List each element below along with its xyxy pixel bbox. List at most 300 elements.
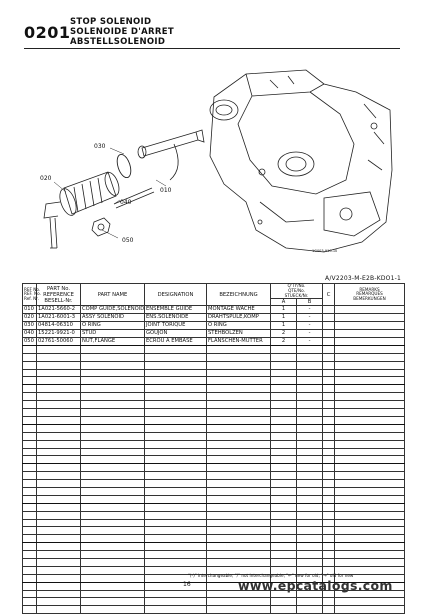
- table-cell-empty: [145, 487, 207, 495]
- table-cell-empty: [207, 558, 271, 566]
- table-cell-empty: [37, 487, 81, 495]
- table-cell-empty: [81, 464, 145, 472]
- table-cell-empty: [323, 527, 335, 535]
- table-cell-empty: [335, 353, 405, 361]
- table-cell-empty: [37, 416, 81, 424]
- table-cell-empty: [207, 361, 271, 369]
- engine-block-drawing: [210, 70, 392, 252]
- table-cell-empty: [37, 551, 81, 559]
- table-cell-empty: [323, 511, 335, 519]
- table-cell-empty: [297, 487, 323, 495]
- table-cell-empty: [23, 440, 37, 448]
- table-cell-empty: [23, 448, 37, 456]
- table-row-blank: [23, 393, 405, 401]
- table-cell-empty: [323, 393, 335, 401]
- table-cell-empty: [145, 393, 207, 401]
- table-cell-empty: [323, 558, 335, 566]
- table-cell-empty: [271, 393, 297, 401]
- table-row-blank: [23, 543, 405, 551]
- table-cell-empty: [23, 361, 37, 369]
- table-cell-empty: [23, 590, 37, 598]
- table-cell-empty: [37, 385, 81, 393]
- table-row-blank: [23, 527, 405, 535]
- table-cell-designation: ENS.SOLENOIDE: [145, 314, 207, 322]
- table-row-blank: [23, 551, 405, 559]
- table-cell-empty: [323, 472, 335, 480]
- table-cell-empty: [23, 598, 37, 606]
- table-cell-name: STUD: [81, 330, 145, 338]
- table-row-blank: [23, 361, 405, 369]
- table-cell-empty: [23, 377, 37, 385]
- table-cell-empty: [37, 582, 81, 590]
- table-cell-empty: [323, 424, 335, 432]
- table-cell-empty: [323, 535, 335, 543]
- table-cell-empty: [271, 606, 297, 614]
- table-row-blank: [23, 401, 405, 409]
- table-cell-empty: [37, 345, 81, 353]
- table-cell-b: -: [297, 330, 323, 338]
- col-bezeichnung-header: BEZEICHNUNG: [207, 284, 271, 306]
- table-cell-empty: [37, 480, 81, 488]
- table-row-blank: [23, 345, 405, 353]
- table-cell-empty: [207, 385, 271, 393]
- table-cell-empty: [37, 511, 81, 519]
- table-cell-ref: 050: [23, 338, 37, 346]
- table-cell-empty: [37, 361, 81, 369]
- table-cell-empty: [81, 416, 145, 424]
- table-row-blank: [23, 495, 405, 503]
- table-row: [23, 322, 405, 330]
- solenoid-guide-drawing: [138, 130, 204, 180]
- table-cell-empty: [297, 345, 323, 353]
- table-cell-empty: [81, 551, 145, 559]
- table-cell-empty: [81, 558, 145, 566]
- table-cell-empty: [335, 495, 405, 503]
- table-cell-empty: [81, 377, 145, 385]
- table-cell-ref: 040: [23, 330, 37, 338]
- table-cell-empty: [23, 582, 37, 590]
- table-cell-empty: [145, 361, 207, 369]
- table-cell-empty: [207, 409, 271, 417]
- table-cell-empty: [145, 495, 207, 503]
- table-cell-empty: [297, 369, 323, 377]
- table-cell-bezeichnung: MONTAGE WACHE: [207, 306, 271, 314]
- table-cell-empty: [271, 511, 297, 519]
- table-cell-empty: [297, 424, 323, 432]
- table-cell-empty: [323, 369, 335, 377]
- table-cell-empty: [37, 448, 81, 456]
- table-cell-designation: JOINT TORIQUE: [145, 322, 207, 330]
- table-cell-empty: [81, 472, 145, 480]
- table-cell-empty: [81, 606, 145, 614]
- table-cell-c: [323, 314, 335, 322]
- table-cell-empty: [297, 432, 323, 440]
- table-cell-empty: [145, 598, 207, 606]
- table-cell-a: 1: [271, 306, 297, 314]
- table-cell-empty: [271, 487, 297, 495]
- table-cell-empty: [207, 401, 271, 409]
- table-cell-empty: [145, 353, 207, 361]
- table-row-blank: [23, 432, 405, 440]
- figure-code: 1G003-910-10: [312, 249, 338, 253]
- table-cell-empty: [323, 416, 335, 424]
- table-cell-bezeichnung: FLANSCHEN-MUTTER: [207, 338, 271, 346]
- table-cell-empty: [23, 472, 37, 480]
- table-cell-empty: [207, 377, 271, 385]
- table-cell-empty: [207, 503, 271, 511]
- table-cell-empty: [145, 551, 207, 559]
- table-cell-remarks: [335, 306, 405, 314]
- table-cell-empty: [271, 385, 297, 393]
- table-cell-ref: 020: [23, 314, 37, 322]
- table-cell-empty: [335, 487, 405, 495]
- table-cell-empty: [323, 345, 335, 353]
- table-cell-empty: [37, 353, 81, 361]
- table-cell-empty: [23, 464, 37, 472]
- table-row-blank: [23, 440, 405, 448]
- table-cell-empty: [23, 393, 37, 401]
- table-cell-b: -: [297, 306, 323, 314]
- table-cell-empty: [271, 432, 297, 440]
- table-cell-empty: [207, 519, 271, 527]
- table-cell-empty: [81, 566, 145, 574]
- table-cell-empty: [297, 385, 323, 393]
- table-cell-empty: [81, 574, 145, 582]
- table-cell-empty: [335, 503, 405, 511]
- table-cell-ref: 010: [23, 306, 37, 314]
- table-cell-empty: [297, 456, 323, 464]
- table-row-blank: [23, 448, 405, 456]
- table-cell-empty: [23, 551, 37, 559]
- table-cell-a: 2: [271, 338, 297, 346]
- table-cell-empty: [271, 543, 297, 551]
- table-cell-c: [323, 330, 335, 338]
- table-cell-empty: [23, 566, 37, 574]
- table-cell-empty: [23, 353, 37, 361]
- header-rule: [24, 48, 400, 49]
- table-cell-empty: [297, 535, 323, 543]
- table-row-blank: [23, 369, 405, 377]
- table-cell-empty: [37, 401, 81, 409]
- table-row: [23, 306, 405, 314]
- table-cell-empty: [335, 456, 405, 464]
- table-cell-empty: [81, 448, 145, 456]
- table-cell-empty: [145, 385, 207, 393]
- table-cell-name: COMP GUIDE,SOLENOID: [82, 306, 145, 313]
- table-row-blank: [23, 353, 405, 361]
- table-cell-empty: [323, 385, 335, 393]
- table-cell-empty: [145, 606, 207, 614]
- table-cell-part_no: 04814-06310: [37, 322, 81, 330]
- table-cell-empty: [335, 543, 405, 551]
- table-cell-empty: [207, 424, 271, 432]
- table-cell-empty: [23, 487, 37, 495]
- table-cell-empty: [207, 606, 271, 614]
- table-cell-empty: [81, 393, 145, 401]
- table-cell-empty: [335, 472, 405, 480]
- table-row-blank: [23, 598, 405, 606]
- table-cell-empty: [37, 590, 81, 598]
- table-cell-empty: [335, 369, 405, 377]
- table-cell-empty: [271, 401, 297, 409]
- table-cell-b: -: [297, 314, 323, 322]
- col-part-name-header: PART NAME: [81, 284, 145, 306]
- table-cell-empty: [145, 582, 207, 590]
- table-cell-empty: [81, 480, 145, 488]
- table-cell-c: [323, 306, 335, 314]
- table-cell-empty: [335, 440, 405, 448]
- callout-030: 030: [94, 143, 106, 150]
- table-cell-empty: [81, 543, 145, 551]
- table-cell-empty: [37, 543, 81, 551]
- table-cell-empty: [37, 369, 81, 377]
- table-cell-empty: [23, 416, 37, 424]
- table-cell-b: -: [297, 322, 323, 330]
- table-cell-empty: [207, 480, 271, 488]
- table-cell-remarks: [335, 330, 405, 338]
- table-cell-empty: [145, 456, 207, 464]
- table-cell-empty: [145, 345, 207, 353]
- table-cell-empty: [323, 432, 335, 440]
- table-row-blank: [23, 416, 405, 424]
- table-cell-empty: [271, 369, 297, 377]
- table-cell-empty: [145, 369, 207, 377]
- table-cell-empty: [23, 543, 37, 551]
- table-cell-empty: [297, 511, 323, 519]
- table-cell-part_no: 1A021-5660-2: [37, 306, 81, 314]
- callout-040: 040: [120, 199, 132, 206]
- table-cell-empty: [297, 480, 323, 488]
- table-cell-empty: [207, 345, 271, 353]
- table-cell-empty: [335, 385, 405, 393]
- table-cell-empty: [207, 369, 271, 377]
- col-remarks-header: REMARKS REMARQUES BEMERKUNGEN: [335, 284, 405, 306]
- table-cell-empty: [335, 535, 405, 543]
- table-cell-empty: [297, 495, 323, 503]
- table-cell-empty: [37, 574, 81, 582]
- parts-table: [22, 283, 405, 614]
- table-cell-empty: [145, 558, 207, 566]
- table-cell-empty: [297, 409, 323, 417]
- table-cell-a: 1: [271, 314, 297, 322]
- table-cell-empty: [335, 551, 405, 559]
- table-cell-empty: [271, 535, 297, 543]
- table-row-blank: [23, 456, 405, 464]
- table-cell-empty: [37, 527, 81, 535]
- table-cell-empty: [81, 440, 145, 448]
- table-cell-empty: [335, 409, 405, 417]
- table-row-blank: [23, 606, 405, 614]
- table-cell-empty: [207, 393, 271, 401]
- table-cell-empty: [23, 606, 37, 614]
- col-part-no-header: PART No. REFERENCE BESELL-Nr.: [37, 284, 81, 306]
- table-cell-empty: [145, 464, 207, 472]
- table-cell-empty: [271, 558, 297, 566]
- table-cell-empty: [297, 353, 323, 361]
- table-cell-empty: [207, 495, 271, 503]
- table-cell-empty: [145, 527, 207, 535]
- table-cell-empty: [335, 480, 405, 488]
- table-cell-empty: [297, 598, 323, 606]
- table-cell-empty: [81, 503, 145, 511]
- table-cell-empty: [297, 401, 323, 409]
- table-cell-empty: [207, 440, 271, 448]
- table-cell-empty: [37, 598, 81, 606]
- table-cell-empty: [323, 495, 335, 503]
- table-cell-empty: [23, 369, 37, 377]
- table-cell-empty: [81, 487, 145, 495]
- table-cell-empty: [207, 535, 271, 543]
- table-cell-empty: [81, 345, 145, 353]
- table-cell-c: [323, 322, 335, 330]
- table-cell-empty: [323, 456, 335, 464]
- table-row-blank: [23, 503, 405, 511]
- table-cell-empty: [23, 558, 37, 566]
- table-cell-empty: [81, 409, 145, 417]
- table-row-blank: [23, 409, 405, 417]
- table-cell-empty: [271, 424, 297, 432]
- table-cell-empty: [145, 448, 207, 456]
- table-cell-empty: [271, 353, 297, 361]
- table-cell-empty: [37, 432, 81, 440]
- table-cell-empty: [23, 456, 37, 464]
- table-cell-bezeichnung: DRAHTSPULE,KOMP: [207, 314, 271, 322]
- table-cell-empty: [81, 495, 145, 503]
- callout-050: 050: [122, 237, 134, 244]
- table-cell-empty: [145, 590, 207, 598]
- table-cell-empty: [271, 472, 297, 480]
- table-cell-empty: [271, 551, 297, 559]
- table-cell-empty: [37, 495, 81, 503]
- table-row: [23, 314, 405, 322]
- table-cell-empty: [81, 424, 145, 432]
- table-cell-empty: [297, 527, 323, 535]
- table-cell-empty: [145, 519, 207, 527]
- table-cell-empty: [297, 440, 323, 448]
- table-cell-empty: [23, 345, 37, 353]
- table-cell-empty: [297, 393, 323, 401]
- table-cell-empty: [81, 535, 145, 543]
- table-cell-empty: [23, 511, 37, 519]
- table-cell-empty: [297, 448, 323, 456]
- title-english: STOP SOLENOID: [70, 17, 152, 27]
- solenoid-drawing: [44, 171, 122, 248]
- table-cell-empty: [323, 464, 335, 472]
- table-cell-empty: [323, 440, 335, 448]
- table-cell-empty: [23, 424, 37, 432]
- col-ref-header: REF No. REF. No. Ref. Nr.: [23, 284, 37, 306]
- flange-nut-drawing: [92, 218, 110, 236]
- table-cell-empty: [81, 353, 145, 361]
- col-qty-a-header: A: [271, 299, 297, 306]
- table-cell-empty: [145, 503, 207, 511]
- table-cell-remarks: [335, 322, 405, 330]
- table-cell-empty: [335, 377, 405, 385]
- table-cell-empty: [23, 535, 37, 543]
- table-cell-empty: [323, 377, 335, 385]
- table-cell-empty: [335, 432, 405, 440]
- table-cell-empty: [23, 401, 37, 409]
- table-cell-empty: [23, 574, 37, 582]
- table-cell-empty: [145, 440, 207, 448]
- table-cell-empty: [207, 511, 271, 519]
- section-number: 0201: [24, 23, 71, 42]
- table-cell-empty: [323, 606, 335, 614]
- table-cell-empty: [323, 598, 335, 606]
- table-cell-empty: [207, 472, 271, 480]
- table-cell-empty: [271, 480, 297, 488]
- table-cell-empty: [323, 503, 335, 511]
- table-cell-empty: [81, 361, 145, 369]
- table-cell-empty: [323, 551, 335, 559]
- table-cell-empty: [297, 464, 323, 472]
- table-cell-empty: [271, 464, 297, 472]
- table-row-blank: [23, 511, 405, 519]
- table-cell-empty: [37, 393, 81, 401]
- table-cell-designation: GOUJON: [145, 330, 207, 338]
- table-cell-empty: [207, 598, 271, 606]
- table-cell-empty: [335, 598, 405, 606]
- table-cell-a: 2: [271, 330, 297, 338]
- table-cell-empty: [37, 566, 81, 574]
- table-cell-empty: [23, 495, 37, 503]
- table-cell-empty: [335, 519, 405, 527]
- table-cell-empty: [81, 519, 145, 527]
- callout-010: 010: [160, 187, 172, 194]
- table-cell-empty: [335, 464, 405, 472]
- table-cell-remarks: [335, 314, 405, 322]
- table-row-blank: [23, 424, 405, 432]
- table-cell-part_no: 1A021-6001-3: [37, 314, 81, 322]
- table-cell-empty: [297, 543, 323, 551]
- table-cell-empty: [271, 527, 297, 535]
- table-cell-empty: [81, 511, 145, 519]
- table-row-blank: [23, 480, 405, 488]
- table-cell-empty: [145, 432, 207, 440]
- table-cell-empty: [323, 519, 335, 527]
- table-cell-empty: [271, 598, 297, 606]
- table-cell-empty: [145, 472, 207, 480]
- table-cell-c: [323, 338, 335, 346]
- table-cell-empty: [81, 401, 145, 409]
- table-cell-empty: [37, 440, 81, 448]
- table-cell-empty: [323, 401, 335, 409]
- table-cell-empty: [323, 480, 335, 488]
- parts-table-body: [23, 306, 405, 614]
- table-cell-empty: [37, 377, 81, 385]
- col-c-header: C: [323, 284, 335, 306]
- table-cell-empty: [81, 432, 145, 440]
- table-cell-empty: [271, 519, 297, 527]
- table-cell-empty: [23, 519, 37, 527]
- table-cell-empty: [297, 472, 323, 480]
- table-cell-empty: [37, 519, 81, 527]
- page-number: 16: [183, 581, 191, 588]
- table-cell-empty: [145, 416, 207, 424]
- exploded-parts-diagram: [24, 52, 400, 272]
- table-cell-empty: [207, 448, 271, 456]
- table-cell-empty: [323, 487, 335, 495]
- table-cell-empty: [23, 503, 37, 511]
- table-cell-part_no: 02761-50060: [37, 338, 81, 346]
- table-cell-empty: [37, 535, 81, 543]
- table-cell-empty: [271, 495, 297, 503]
- table-cell-empty: [37, 456, 81, 464]
- table-cell-empty: [323, 409, 335, 417]
- table-cell-empty: [297, 606, 323, 614]
- table-cell-empty: [297, 558, 323, 566]
- table-row: [23, 338, 405, 346]
